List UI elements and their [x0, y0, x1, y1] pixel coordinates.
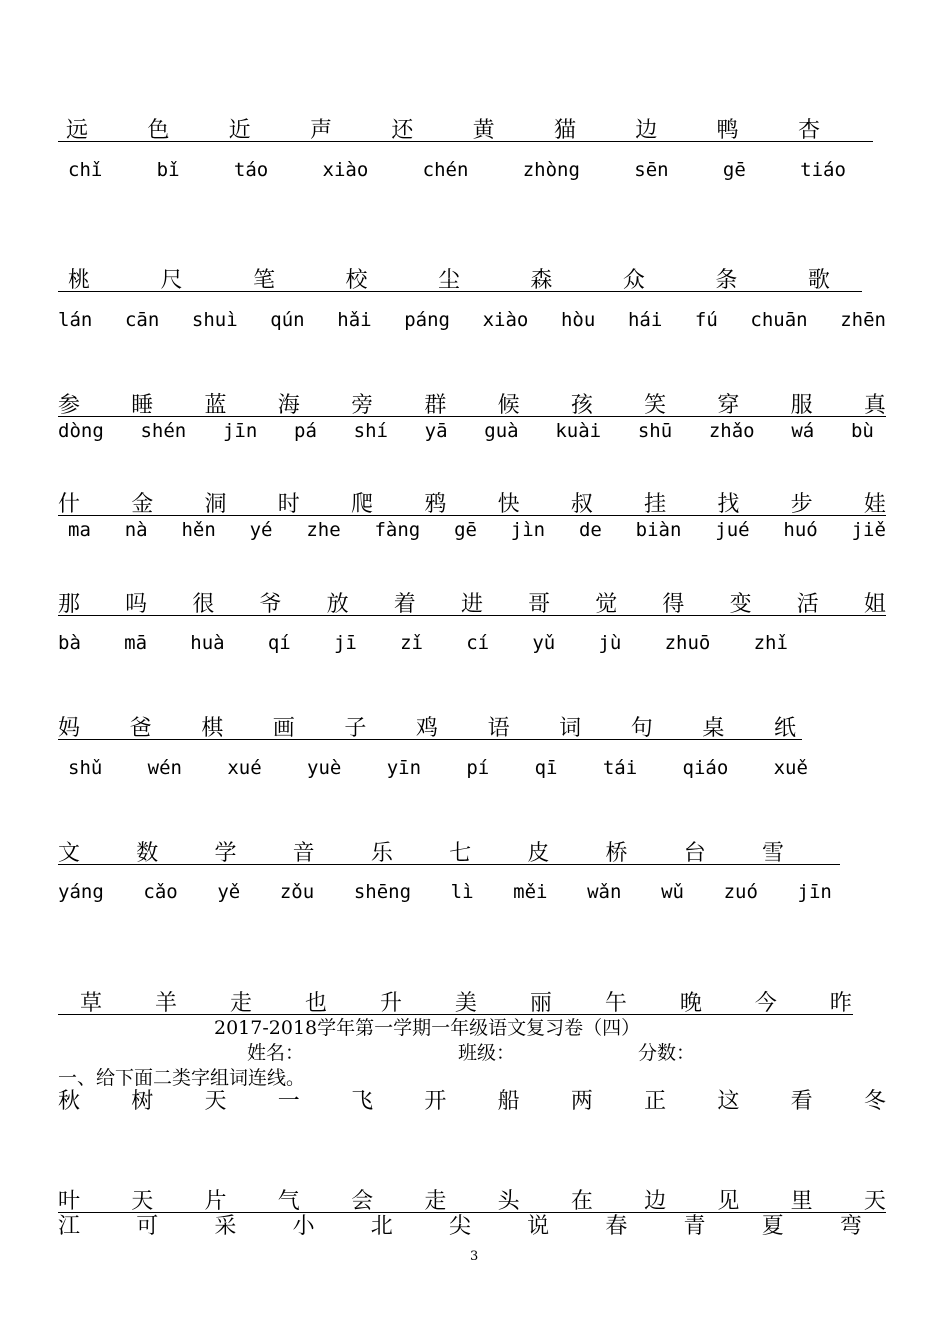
hanzi-character: 在 — [570, 1189, 593, 1214]
hanzi-character: 黄 — [472, 118, 495, 143]
pinyin-syllable: měi — [513, 881, 548, 903]
hanzi-character: 叔 — [570, 492, 593, 517]
pinyin-syllable: qí — [267, 632, 291, 654]
pinyin-syllable: tiáo — [800, 159, 846, 181]
pinyin-syllable: wǎn — [587, 881, 622, 903]
pinyin-syllable: zhēn — [840, 309, 886, 331]
exam-title: 2017-2018学年第一学期一年级语文复习卷（四） — [214, 1017, 641, 1039]
hanzi-character: 升 — [379, 991, 402, 1016]
pinyin-syllable: xuě — [773, 757, 808, 779]
hanzi-character: 步 — [790, 492, 813, 517]
hanzi-character: 近 — [228, 118, 251, 143]
hanzi-character: 片 — [204, 1189, 227, 1214]
hanzi-character: 乐 — [370, 841, 393, 866]
pinyin-syllable: hěn — [181, 519, 216, 541]
pinyin-syllable: hái — [627, 309, 663, 331]
pinyin-syllable: yīn — [386, 757, 422, 779]
pinyin-syllable: guà — [484, 420, 519, 442]
hanzi-character: 气 — [277, 1189, 300, 1214]
pinyin-syllable: zhǎo — [708, 420, 755, 442]
hanzi-character: 江 — [58, 1214, 81, 1239]
pinyin-syllable: hòu — [560, 309, 596, 331]
hanzi-character: 桃 — [68, 268, 91, 293]
pinyin-syllable: biàn — [635, 519, 682, 541]
pinyin-row-4 — [68, 518, 886, 542]
hanzi-character: 正 — [644, 1089, 667, 1114]
hanzi-character: 那 — [58, 592, 81, 617]
pinyin-row-2 — [58, 308, 886, 332]
hanzi-character: 船 — [497, 1089, 520, 1114]
hanzi-character: 说 — [527, 1214, 550, 1239]
pinyin-syllable: nà — [124, 519, 148, 541]
hanzi-character: 很 — [192, 592, 215, 617]
hanzi-character: 棋 — [201, 716, 224, 741]
class-label: 班级： — [458, 1042, 516, 1064]
score-label: 分数： — [638, 1042, 696, 1064]
hanzi-character: 美 — [454, 991, 477, 1016]
hanzi-character: 声 — [309, 118, 332, 143]
hanzi-character: 草 — [80, 991, 103, 1016]
pinyin-syllable: dòng — [58, 420, 104, 442]
hanzi-character: 天 — [204, 1089, 227, 1114]
hanzi-character: 众 — [622, 268, 645, 293]
pinyin-syllable: bǐ — [156, 159, 180, 181]
hanzi-character: 服 — [790, 393, 813, 418]
hanzi-character: 开 — [424, 1089, 447, 1114]
pinyin-syllable: jù — [598, 632, 622, 654]
hanzi-character: 尖 — [448, 1214, 471, 1239]
pinyin-syllable: cí — [466, 632, 490, 654]
pinyin-row-7 — [58, 880, 832, 904]
hanzi-character: 可 — [136, 1214, 159, 1239]
pinyin-syllable: mā — [124, 632, 148, 654]
hanzi-character: 见 — [717, 1189, 740, 1214]
pinyin-syllable: huó — [783, 519, 818, 541]
pinyin-syllable: cān — [124, 309, 160, 331]
pinyin-syllable: zhuō — [664, 632, 711, 654]
hanzi-character: 小 — [292, 1214, 315, 1239]
pinyin-syllable: wǔ — [661, 881, 684, 903]
hanzi-character: 旁 — [351, 393, 374, 418]
pinyin-syllable: ma — [68, 519, 91, 541]
hanzi-character: 画 — [272, 716, 295, 741]
pinyin-syllable: jīn — [797, 881, 832, 903]
hanzi-character: 穿 — [717, 393, 740, 418]
hanzi-character: 纸 — [773, 716, 796, 741]
pinyin-syllable: zuó — [723, 881, 758, 903]
hanzi-character: 觉 — [595, 592, 618, 617]
hanzi-character: 尘 — [437, 268, 460, 293]
pinyin-syllable: páng — [404, 309, 450, 331]
hanzi-character: 树 — [131, 1089, 154, 1114]
page-number: 3 — [470, 1249, 479, 1264]
hanzi-character: 笑 — [644, 393, 667, 418]
hanzi-character: 音 — [292, 841, 315, 866]
pinyin-syllable: jìn — [510, 519, 546, 541]
hanzi-character: 叶 — [58, 1189, 81, 1214]
hanzi-character: 条 — [715, 268, 738, 293]
hanzi-character: 头 — [497, 1189, 520, 1214]
pinyin-syllable: cǎo — [143, 881, 178, 903]
pinyin-syllable: yuè — [307, 757, 342, 779]
pinyin-syllable: yě — [217, 881, 241, 903]
underline-6 — [58, 739, 802, 740]
hanzi-character: 词 — [559, 716, 582, 741]
hanzi-character: 弯 — [839, 1214, 862, 1239]
pinyin-row-5 — [58, 631, 788, 655]
pinyin-syllable: fú — [694, 309, 718, 331]
hanzi-character: 桥 — [605, 841, 628, 866]
hanzi-character: 昨 — [829, 991, 852, 1016]
hanzi-character: 候 — [497, 393, 520, 418]
hanzi-character: 鸡 — [415, 716, 438, 741]
pinyin-syllable: bà — [58, 632, 81, 654]
hanzi-character: 羊 — [154, 991, 177, 1016]
pinyin-syllable: chuān — [750, 309, 808, 331]
hanzi-character: 娃 — [863, 492, 886, 517]
pinyin-syllable: zǒu — [279, 881, 315, 903]
hanzi-character: 蓝 — [204, 393, 227, 418]
hanzi-character: 挂 — [644, 492, 667, 517]
hanzi-character: 参 — [58, 393, 81, 418]
pinyin-syllable: yé — [249, 519, 273, 541]
pinyin-row-1 — [68, 158, 846, 182]
pinyin-syllable: zhe — [306, 519, 341, 541]
hanzi-character: 采 — [214, 1214, 237, 1239]
hanzi-character: 真 — [863, 393, 886, 418]
pinyin-syllable: shū — [637, 420, 673, 442]
hanzi-character: 这 — [717, 1089, 740, 1114]
underline-10 — [58, 1212, 886, 1213]
pinyin-syllable: bù — [850, 420, 874, 442]
pinyin-syllable: zǐ — [400, 632, 423, 654]
hanzi-character: 姐 — [863, 592, 886, 617]
hanzi-character: 笔 — [252, 268, 275, 293]
hanzi-character: 妈 — [58, 716, 81, 741]
hanzi-character: 会 — [351, 1189, 374, 1214]
name-label: 姓名： — [247, 1042, 305, 1064]
pinyin-syllable: sēn — [634, 159, 669, 181]
pinyin-syllable: xué — [227, 757, 262, 779]
pinyin-syllable: huà — [190, 632, 225, 654]
hanzi-character: 森 — [530, 268, 553, 293]
underline-1 — [58, 141, 873, 142]
hanzi-character: 走 — [424, 1189, 447, 1214]
hanzi-character: 歌 — [807, 268, 830, 293]
hanzi-character: 冬 — [863, 1089, 886, 1114]
underline-7 — [58, 864, 840, 865]
pinyin-syllable: jiě — [851, 519, 886, 541]
pinyin-syllable: shuì — [191, 309, 238, 331]
pinyin-syllable: pá — [294, 420, 317, 442]
hanzi-character: 午 — [604, 991, 627, 1016]
hanzi-character: 鸭 — [716, 118, 739, 143]
underline-4 — [58, 515, 886, 516]
pinyin-syllable: lì — [450, 881, 474, 903]
hanzi-character: 吗 — [125, 592, 148, 617]
hanzi-character: 爷 — [259, 592, 282, 617]
hanzi-character: 也 — [304, 991, 327, 1016]
hanzi-character: 爬 — [351, 492, 374, 517]
hanzi-character: 天 — [131, 1189, 154, 1214]
underline-2 — [58, 291, 862, 292]
pinyin-syllable: yā — [424, 420, 448, 442]
pinyin-syllable: tái — [602, 757, 638, 779]
hanzi-character: 时 — [277, 492, 300, 517]
hanzi-character: 快 — [497, 492, 520, 517]
pinyin-syllable: gē — [454, 519, 477, 541]
pinyin-syllable: kuài — [555, 420, 602, 442]
pinyin-syllable: shǔ — [68, 757, 103, 779]
pinyin-syllable: qī — [534, 757, 558, 779]
hanzi-character: 里 — [790, 1189, 813, 1214]
hanzi-character: 校 — [345, 268, 368, 293]
pinyin-syllable: yǔ — [532, 632, 556, 654]
pinyin-syllable: xiào — [482, 309, 529, 331]
hanzi-character: 鸦 — [424, 492, 447, 517]
hanzi-character: 春 — [605, 1214, 628, 1239]
hanzi-character: 孩 — [570, 393, 593, 418]
pinyin-syllable: pí — [466, 757, 490, 779]
pinyin-syllable: wá — [791, 420, 815, 442]
hanzi-character: 尺 — [160, 268, 183, 293]
hanzi-character: 边 — [635, 118, 658, 143]
hanzi-character: 一 — [277, 1089, 300, 1114]
hanzi-character: 北 — [370, 1214, 393, 1239]
hanzi-character: 子 — [344, 716, 367, 741]
hanzi-character: 句 — [630, 716, 653, 741]
hanzi-character: 看 — [790, 1089, 813, 1114]
hanzi-character: 变 — [729, 592, 752, 617]
pinyin-syllable: lán — [58, 309, 93, 331]
hanzi-character: 边 — [644, 1189, 667, 1214]
pinyin-syllable: jīn — [222, 420, 258, 442]
hanzi-character: 远 — [66, 118, 89, 143]
hanzi-character: 雪 — [761, 841, 784, 866]
hanzi-character: 活 — [796, 592, 819, 617]
hanzi-character: 飞 — [351, 1089, 374, 1114]
hanzi-character: 天 — [863, 1189, 886, 1214]
hanzi-character: 青 — [683, 1214, 706, 1239]
hanzi-character: 晚 — [679, 991, 702, 1016]
pinyin-syllable: qiáo — [682, 757, 729, 779]
pinyin-syllable: wén — [147, 757, 182, 779]
hanzi-character: 爸 — [129, 716, 152, 741]
hanzi-character: 语 — [487, 716, 510, 741]
hanzi-character: 七 — [449, 841, 472, 866]
pinyin-syllable: jué — [715, 519, 750, 541]
hanzi-character: 什 — [58, 492, 81, 517]
pinyin-syllable: chén — [422, 159, 469, 181]
hanzi-character: 群 — [424, 393, 447, 418]
pinyin-syllable: jī — [333, 632, 357, 654]
hanzi-character: 皮 — [527, 841, 550, 866]
hanzi-character: 学 — [214, 841, 237, 866]
pinyin-syllable: hǎi — [337, 309, 372, 331]
hanzi-character: 桌 — [702, 716, 725, 741]
underline-3 — [58, 416, 886, 417]
pinyin-syllable: zhǐ — [753, 632, 788, 654]
hanzi-character: 着 — [393, 592, 416, 617]
hanzi-character: 夏 — [761, 1214, 784, 1239]
hanzi-character: 走 — [229, 991, 252, 1016]
hanzi-character: 找 — [717, 492, 740, 517]
section-1-heading: 一、给下面二类字组词连线。 — [58, 1067, 306, 1089]
hanzi-character: 海 — [277, 393, 300, 418]
pinyin-syllable: táo — [233, 159, 269, 181]
pinyin-syllable: chǐ — [68, 159, 103, 181]
pinyin-syllable: shí — [353, 420, 388, 442]
pinyin-syllable: shēng — [353, 881, 412, 903]
hanzi-character: 金 — [131, 492, 154, 517]
hanzi-row-9 — [58, 1089, 886, 1115]
pinyin-row-3 — [58, 419, 874, 443]
pinyin-syllable: yáng — [58, 881, 104, 903]
pinyin-syllable: fàng — [374, 519, 421, 541]
pinyin-syllable: qún — [270, 309, 305, 331]
pinyin-syllable: xiào — [322, 159, 369, 181]
hanzi-character: 得 — [662, 592, 685, 617]
hanzi-character: 秋 — [58, 1089, 81, 1114]
hanzi-character: 还 — [391, 118, 414, 143]
hanzi-character: 进 — [460, 592, 483, 617]
pinyin-syllable: de — [578, 519, 602, 541]
hanzi-character: 丽 — [529, 991, 552, 1016]
hanzi-character: 洞 — [204, 492, 227, 517]
pinyin-syllable: gē — [722, 159, 746, 181]
pinyin-row-6 — [68, 756, 808, 780]
hanzi-character: 色 — [147, 118, 170, 143]
hanzi-character: 哥 — [528, 592, 551, 617]
hanzi-character: 文 — [58, 841, 81, 866]
hanzi-character: 台 — [683, 841, 706, 866]
hanzi-character: 数 — [136, 841, 159, 866]
pinyin-syllable: zhòng — [522, 159, 580, 181]
hanzi-character: 睡 — [131, 393, 154, 418]
hanzi-character: 杏 — [797, 118, 820, 143]
pinyin-syllable: shén — [140, 420, 187, 442]
hanzi-character: 今 — [754, 991, 777, 1016]
hanzi-character: 放 — [326, 592, 349, 617]
underline-5 — [58, 615, 886, 616]
hanzi-character: 猫 — [553, 118, 576, 143]
underline-8 — [58, 1014, 853, 1015]
hanzi-row-11 — [58, 1214, 862, 1240]
hanzi-character: 两 — [570, 1089, 593, 1114]
